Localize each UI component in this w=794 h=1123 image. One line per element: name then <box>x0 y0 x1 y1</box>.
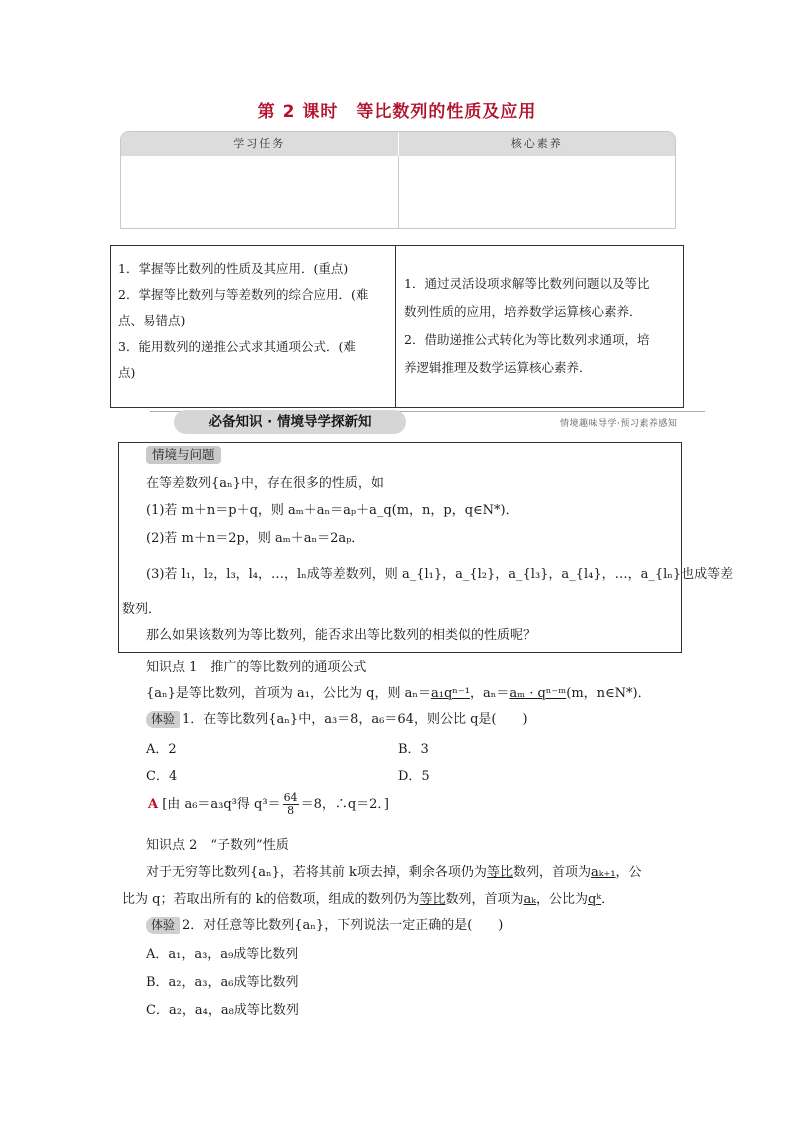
answer-blank: aₖ <box>523 892 536 907</box>
knowledge-point-2-title: 知识点 2 “子数列”性质 <box>146 838 289 853</box>
scenario-property-1: (1)若 m＋n＝p＋q，则 aₘ＋aₙ＝aₚ＋a_q(m，n，p，q∈N*)． <box>146 503 519 518</box>
task-header-box <box>120 131 676 229</box>
objective-line: 2．掌握等比数列与等差数列的综合应用．(难 <box>118 287 369 302</box>
exercise-tag: 体验 <box>146 917 180 934</box>
answer-blank: aₖ₊₁ <box>590 865 616 880</box>
task-header-right: 核心素养 <box>510 137 563 150</box>
scenario-pill: 情境与问题 <box>146 446 221 464</box>
scenario-property-3-cont: 数列． <box>122 602 162 617</box>
literacy-line: 数列性质的应用，培养数学运算核心素养． <box>404 304 642 319</box>
scenario-property-2: (2)若 m＋n＝2p，则 aₘ＋aₙ＝2aₚ． <box>146 531 365 546</box>
objective-line: 点) <box>118 365 136 380</box>
objective-line: 3．能用数列的递推公式求其通项公式．(难 <box>118 339 356 354</box>
task-header-left: 学习任务 <box>121 132 399 156</box>
exercise-1-option: C．4 <box>146 769 178 784</box>
answer-blank: qᵏ <box>588 892 602 907</box>
objective-line: 点、易错点) <box>118 313 186 328</box>
answer-blank: 等比 <box>419 892 446 907</box>
page-title: 第 2 课时 等比数列的性质及应用 <box>257 102 537 122</box>
exercise-2-option: A．a₁，a₃，a₉成等比数列 <box>146 947 299 962</box>
knowledge-point-1-body: {aₙ}是等比数列，首项为 a₁，公比为 q，则 aₙ＝a₁qⁿ⁻¹，aₙ＝aₘ · qⁿ⁻ᵐ(m，n∈N*)． <box>146 686 651 701</box>
scenario-intro: 在等差数列{aₙ}中，存在很多的性质，如 <box>146 476 384 491</box>
objectives-table <box>110 245 684 408</box>
section-banner: 必备知识 · 情境导学探新知 <box>174 410 406 434</box>
fraction: $\frac{64}{8}$ <box>283 791 298 817</box>
exercise-2-option: B．a₂，a₃，a₆成等比数列 <box>146 975 299 990</box>
exercise-1-option: D．5 <box>398 769 430 784</box>
literacy-line: 养逻辑推理及数学运算核心素养． <box>404 360 592 375</box>
knowledge-point-2-line-2: 比为 q；若取出所有的 k的倍数项，组成的数列仍为等比数列，首项为aₖ，公比为qᵏ． <box>122 892 615 907</box>
exercise-2-question: 体验 2．对任意等比数列{aₙ}，下列说法一定正确的是( ) <box>146 914 503 934</box>
exercise-1-option: A．2 <box>146 742 177 757</box>
exercise-2-option: C．a₂，a₄，a₈成等比数列 <box>146 1003 299 1018</box>
exercise-tag: 体验 <box>146 711 180 728</box>
literacy-line: 2．借助递推公式转化为等比数列求通项，培 <box>404 332 650 347</box>
exercise-1-question: 体验 1．在等比数列{aₙ}中，a₃＝8，a₆＝64，则公比 q是( ) <box>146 708 528 728</box>
objectives-right <box>404 270 682 382</box>
task-header-row <box>121 132 675 156</box>
section-subtitle: 情境趣味导学·预习素养感知 <box>560 419 678 429</box>
knowledge-point-1-title: 知识点 1 推广的等比数列的通项公式 <box>146 660 367 675</box>
objective-line: 1．掌握等比数列的性质及其应用．(重点) <box>118 261 349 276</box>
answer-letter: A <box>148 797 159 812</box>
scenario-question: 那么如果该数列为等比数列，能否求出等比数列的相类似的性质呢？ <box>146 628 537 643</box>
objectives-divider <box>395 246 396 407</box>
knowledge-point-2-line-1: 对于无穷等比数列{aₙ}，若将其前 k项去掉，剩余各项仍为等比数列，首项为aₖ₊₁，公 <box>146 865 642 880</box>
objectives-left <box>118 256 390 386</box>
task-divider <box>398 156 399 228</box>
formula-blank: aₘ · qⁿ⁻ᵐ <box>509 686 567 701</box>
exercise-1-option: B．3 <box>398 742 429 757</box>
scenario-property-3: (3)若 l₁，l₂，l₃，l₄，…，lₙ成等差数列，则 a_{l₁}，a_{l₂}，a_{l₃}，a_{l₄}，…，a_{lₙ}也成等差 <box>146 567 734 582</box>
formula-blank: a₁qⁿ⁻¹ <box>430 686 470 701</box>
literacy-line: 1．通过灵活设项求解等比数列问题以及等比 <box>404 276 650 291</box>
answer-blank: 等比 <box>486 865 513 880</box>
exercise-1-answer: A [由 a₆＝a₃q³得 q³＝ $\frac{64}{8}$ ＝8，∴q＝2．] <box>148 791 389 817</box>
